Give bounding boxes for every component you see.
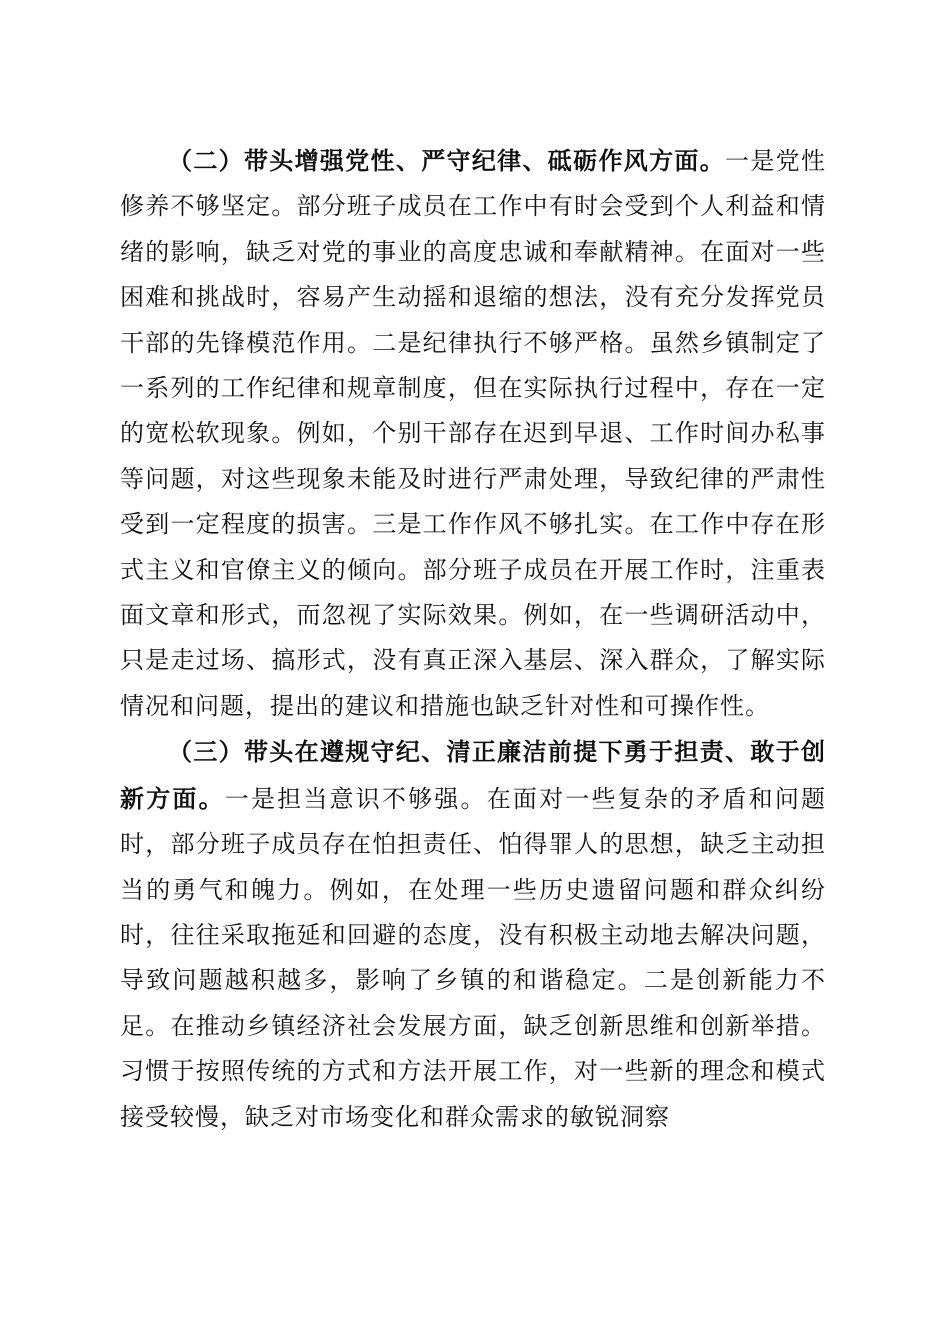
section-text-2: 一是党性修养不够坚定。部分班子成员在工作中有时会受到个人利益和情绪的影响，缺乏对党的事业的高度忠诚和奉献精神。在面对一些困难和挑战时，容易产生动摇和退缩的想法，没有充分发挥党员干部的先锋模范作用。二是纪律执行不够严格。虽然乡镇制定了一系列的工作纪律和规章制度，但在实际执行过程中，存在一定的宽松软现象。例如，个别干部存在迟到早退、工作时间办私事等问题，对这些现象未能及时进行严肃处理，导致纪律的严肃性受到一定程度的损害。三是工作作风不够扎实。在工作中存在形式主义和官僚主义的倾向。部分班子成员在开展工作时，注重表面文章和形式，而忽视了实际效果。例如，在一些调研活动中，只是走过场、搞形式，没有真正深入基层、深入群众，了解实际情况和问题，提出的建议和措施也缺乏针对性和可操作性。 — [120, 147, 827, 720]
section-heading-3: （三）带头在遵规守纪、清正廉洁前提下勇于担责、敢于创新方面。 — [120, 737, 826, 813]
section-text-3: 一是担当意识不够强。在面对一些复杂的矛盾和问题时，部分班子成员存在怕担责任、怕得罪人的思想，缺乏主动担当的勇气和魄力。例如，在处理一些历史遗留问题和群众纠纷时，往往采取拖延和回避的态度，没有积极主动地去解决问题，导致问题越积越多，影响了乡镇的和谐稳定。二是创新能力不足。在推动乡镇经济社会发展方面，缺乏创新思维和创新举措。习惯于按照传统的方式和方法开展工作，对一些新的理念和模式接受较慢，缺乏对市场变化和群众需求的敏锐洞察 — [120, 784, 827, 1131]
section-heading-2: （二）带头增强党性、严守纪律、砥砺作风方面。 — [168, 146, 726, 175]
document-body — [120, 138, 826, 1140]
section-paragraph-3 — [120, 729, 826, 1140]
section-paragraph-2 — [120, 138, 826, 729]
